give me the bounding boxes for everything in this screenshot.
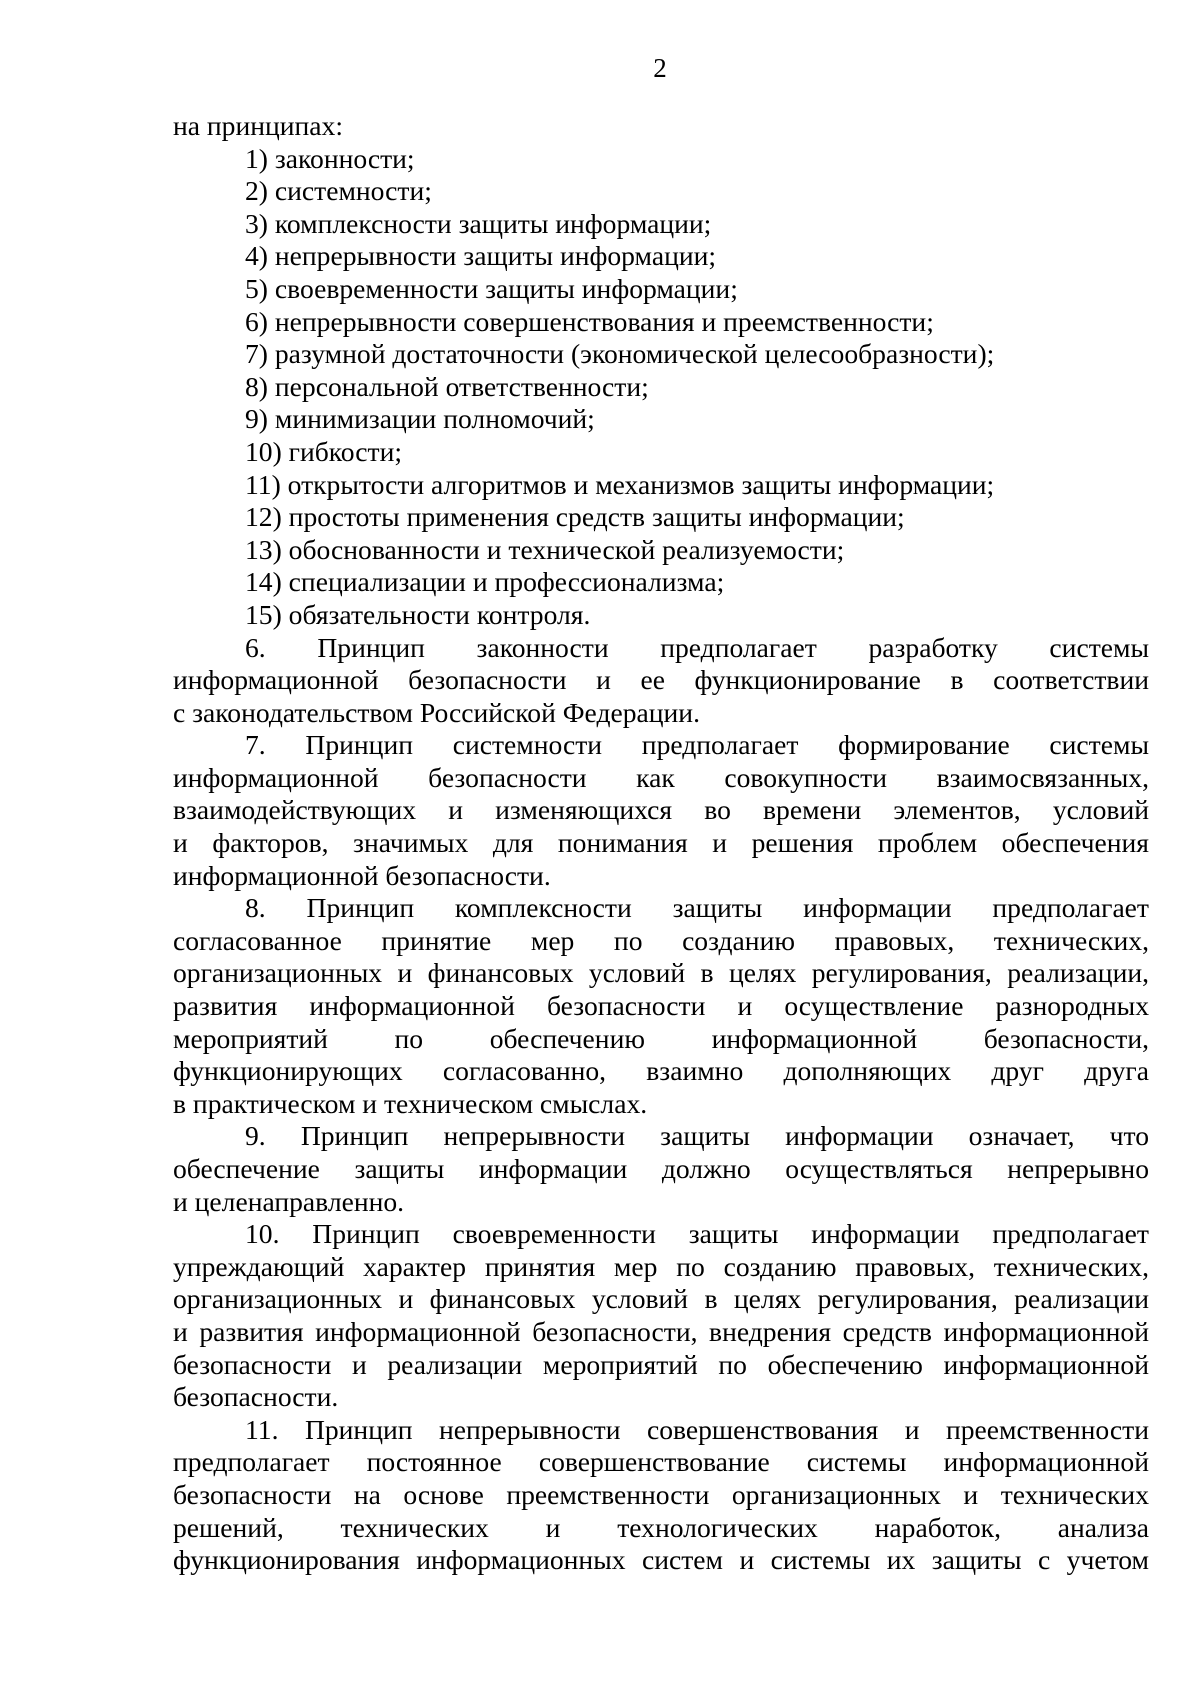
paragraph-line: мероприятий по обеспечению информационной безопасности, [173,1022,1149,1054]
paragraph-line: обеспечение защиты информации должно осуществляться непрерывно [173,1153,1149,1184]
paragraph-line: и факторов, значимых для понимания и решения проблем обеспечения [173,827,1149,859]
paragraph-line: 9. Принцип непрерывности защиты информации означает, что [245,1120,1149,1152]
list-item: 4) непрерывности защиты информации; [245,240,717,272]
principles-list [173,143,1149,632]
document-body [173,110,1149,1577]
paragraph-line: функционирования информационных систем и системы их защиты с учетом [173,1544,1149,1576]
paragraph-6 [173,632,1149,730]
list-item: 1) законности; [245,142,415,174]
list-item: 6) непрерывности совершенствования и преемственности; [245,305,934,337]
paragraph-line: безопасности и реализации мероприятий по обеспечению информационной [173,1348,1149,1380]
paragraph-line: 7. Принцип системности предполагает формирование системы [245,729,1149,761]
list-item: 8) персональной ответственности; [245,370,649,402]
paragraph-line: функционирующих согласованно, взаимно дополняющих друг друга [173,1055,1149,1087]
paragraph-7 [173,729,1149,892]
paragraph-10 [173,1218,1149,1414]
paragraph-line: информационной безопасности и ее функционирование в соответствии [173,664,1149,696]
paragraph-line: развития информационной безопасности и осуществление разнородных [173,990,1149,1022]
paragraph-line: организационных и финансовых условий в целях регулирования, реализации, [173,957,1149,989]
lead-in-text: на принципах: [173,110,344,141]
paragraph-8 [173,892,1149,1120]
paragraph-line: с законодательством Российской Федерации. [173,696,700,728]
list-item: 12) простоты применения средств защиты информации; [245,501,905,533]
paragraph-line: безопасности. [173,1381,339,1413]
list-item: 11) открытости алгоритмов и механизмов защиты информации; [245,468,995,500]
list-item: 9) минимизации полномочий; [245,403,595,435]
paragraph-line: информационной безопасности. [173,859,551,891]
paragraph-line: и целенаправленно. [173,1185,405,1217]
paragraph-line: взаимодействующих и изменяющихся во времени элементов, условий [173,794,1149,826]
paragraph-line: информационной безопасности как совокупности взаимосвязанных, [173,761,1149,793]
paragraph-line: предполагает постоянное совершенствование системы информационной [173,1446,1149,1478]
paragraph-line: 10. Принцип своевременности защиты информации предполагает [245,1218,1149,1250]
list-item: 13) обоснованности и технической реализуемости; [245,533,845,565]
paragraph-line: в практическом и техническом смыслах. [173,1087,648,1119]
page-number: 2 [653,53,667,83]
paragraph-line: согласованное принятие мер по созданию правовых, технических, [173,924,1149,956]
paragraph-line: 8. Принцип комплексности защиты информации предполагает [245,892,1149,924]
paragraph-line: решений, технических и технологических наработок, анализа [173,1511,1149,1543]
list-item: 10) гибкости; [245,435,403,467]
paragraph-9 [173,1120,1149,1218]
list-item: 14) специализации и профессионализма; [245,566,725,598]
list-item: 15) обязательности контроля. [245,598,591,630]
paragraph-line: и развития информационной безопасности, внедрения средств информационной [173,1315,1149,1347]
paragraph-line: организационных и финансовых условий в целях регулирования, реализации [173,1283,1149,1315]
list-item: 2) системности; [245,175,432,207]
paragraph-line: безопасности на основе преемственности организационных и технических [173,1478,1149,1510]
paragraph-line: 11. Принцип непрерывности совершенствования и преемственности [245,1413,1149,1445]
list-item: 7) разумной достаточности (экономической целесообразности); [245,338,995,370]
paragraph-line: 6. Принцип законности предполагает разработку системы [245,631,1149,663]
list-item: 5) своевременности защиты информации; [245,272,738,304]
paragraph-11 [173,1414,1149,1577]
paragraph-line: упреждающий характер принятия мер по созданию правовых, технических, [173,1250,1149,1282]
list-item: 3) комплексности защиты информации; [245,207,712,239]
